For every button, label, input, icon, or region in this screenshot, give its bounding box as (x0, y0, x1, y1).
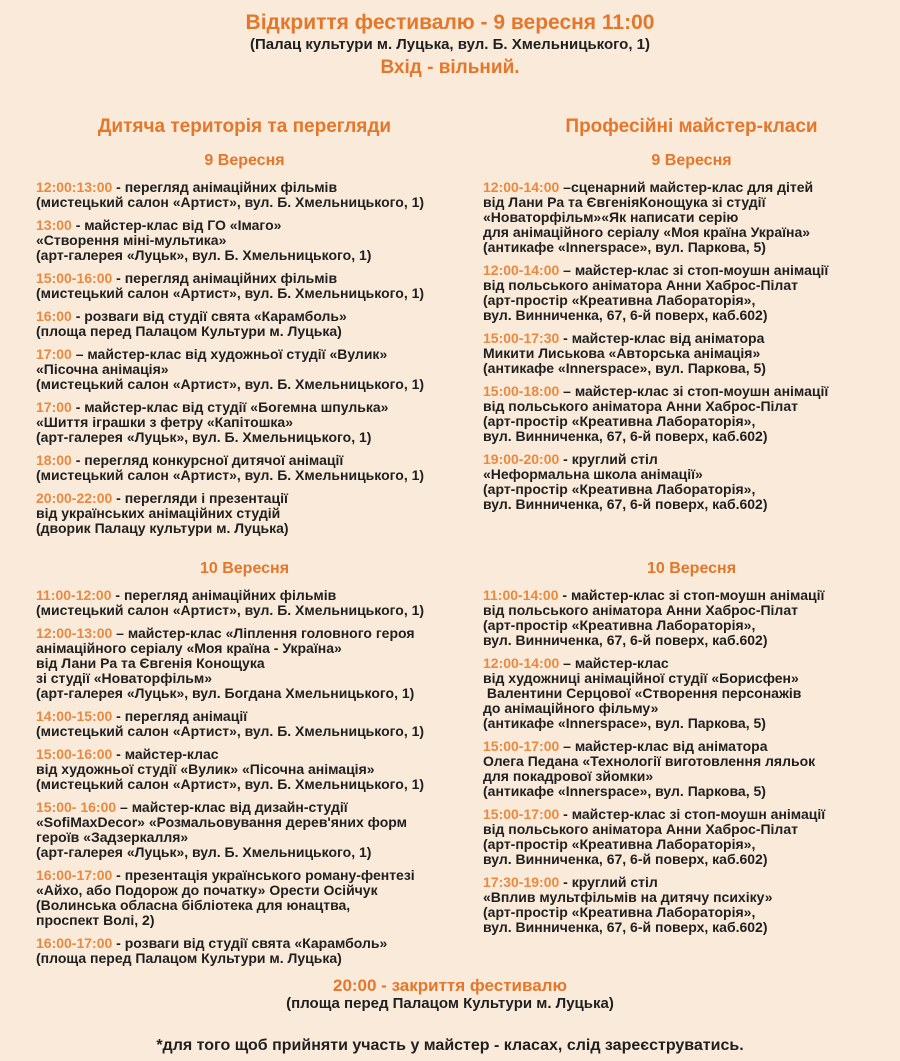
event-first-line (36, 453, 453, 468)
event-time: 11:00-12:00 (36, 587, 112, 603)
event-item (483, 807, 900, 867)
registration-note: *для того щоб прийняти участь у майстер - класах, слід зареєструватись. (156, 1037, 744, 1054)
opening-location: (Палац культури м. Луцька, вул. Б. Хмельницького, 1) (249, 36, 651, 53)
event-time: 12:00-14:00 (483, 262, 560, 278)
event-line: (мистецький салон «Артист», вул. Б. Хмельницького, 1) (36, 776, 425, 792)
event-line: (арт-галерея «Луцьк», вул. Богдана Хмельницького, 1) (36, 685, 415, 701)
event-line: «SofiMaxDecor» «Розмальовування дерев'яних форм (36, 814, 407, 830)
event-time: 11:00-14:00 (483, 587, 559, 603)
event-description: – майстер-клас зі стоп-моушн анімації (559, 383, 829, 399)
event-line: (мистецький салон «Артист», вул. Б. Хмельницького, 1) (36, 602, 425, 618)
section-date-heading: 9 Вересня (651, 152, 732, 169)
event-line: (мистецький салон «Артист», вул. Б. Хмельницького, 1) (36, 376, 425, 392)
event-line: вул. Винниченка, 67, 6-й поверх, каб.602) (483, 307, 768, 323)
event-line: зі студії «Новаторфільм» (36, 670, 212, 686)
event-line: героїв «Задзеркалля» (36, 829, 189, 845)
event-item (36, 936, 453, 966)
event-line: «Вплив мультфільмів на дитячу психіку» (483, 889, 773, 905)
event-first-line (483, 331, 900, 346)
event-line: (арт-простір «Креативна Лабораторія», (483, 413, 756, 429)
event-line: «Неформальна школа анімації» (483, 466, 703, 482)
closing-title: 20:00 - закриття фестивалю (332, 976, 567, 995)
column-professional-workshops (483, 115, 900, 974)
event-description: –сценарний майстер-клас для дітей (559, 179, 814, 195)
event-line: (арт-простір «Креативна Лабораторія», (483, 836, 756, 852)
event-item (36, 626, 453, 701)
event-description: – майстер-клас від аніматора (559, 738, 768, 754)
event-description: - перегляди і презентації (112, 490, 288, 506)
event-description: - майстер-клас зі стоп-моушн анімації (558, 587, 825, 603)
event-line: «Новаторфільм»«Як написати серію (483, 209, 739, 225)
event-description: - майстер-клас від студії «Богемна шпулька» (71, 399, 389, 415)
schedule-columns (0, 115, 900, 974)
section-date-heading: 9 Вересня (204, 152, 285, 169)
event-item (36, 180, 453, 210)
event-description: - перегляд анімаційних фільмів (111, 587, 337, 603)
event-line: (антикафе «Innerspace», вул. Паркова, 5) (483, 715, 766, 731)
event-line: вул. Винниченка, 67, 6-й поверх, каб.602) (483, 851, 768, 867)
event-item (36, 400, 453, 445)
event-description: – майстер-клас (559, 655, 669, 671)
event-time: 16:00-17:00 (36, 935, 113, 951)
event-item (483, 180, 900, 255)
event-line: «Пісочна анімація» (36, 361, 169, 377)
column-title: Професійні майстер-класи (565, 116, 818, 137)
event-first-line (36, 347, 453, 362)
event-line: Олега Педана «Технології виготовлення ляльок (483, 753, 816, 769)
event-line: для анімаційного серіалу «Моя країна Україна» (483, 224, 811, 240)
event-line: (площа перед Палацом Культури м. Луцька) (36, 950, 342, 966)
event-time: 12:00-14:00 (483, 655, 560, 671)
event-first-line (36, 626, 453, 641)
schedule-section (36, 560, 453, 966)
event-item (36, 453, 453, 483)
event-line: вул. Винниченка, 67, 6-й поверх, каб.602) (483, 632, 768, 648)
event-line: анімаційного серіалу «Моя країна - Україна» (36, 640, 342, 656)
event-description: - перегляд анімації (112, 708, 248, 724)
opening-title: Відкриття фестивалю - 9 вересня 11:00 (245, 11, 655, 34)
event-item (36, 271, 453, 301)
event-line: (мистецький салон «Артист», вул. Б. Хмельницького, 1) (36, 194, 425, 210)
event-first-line (36, 709, 453, 724)
festival-footer (0, 976, 900, 1055)
event-item (36, 218, 453, 263)
event-item (36, 309, 453, 339)
event-description: – майстер-клас «Ліплення головного героя (112, 625, 415, 641)
section-date-heading: 10 Вересня (646, 560, 737, 577)
festival-header (0, 0, 900, 79)
event-line: (антикафе «Innerspace», вул. Паркова, 5) (483, 783, 766, 799)
event-line: (арт-галерея «Луцьк», вул. Б. Хмельницького, 1) (36, 247, 372, 263)
event-time: 17:00 (36, 399, 72, 415)
event-first-line (36, 588, 453, 603)
event-first-line (483, 263, 900, 278)
event-first-line (36, 936, 453, 951)
event-first-line (36, 309, 453, 324)
event-time: 17:30-19:00 (483, 874, 560, 890)
event-first-line (36, 180, 453, 195)
event-time: 15:00-17:00 (483, 806, 560, 822)
event-line: «Створення міні-мультика» (36, 232, 227, 248)
event-description: – майстер-клас зі стоп-моушн анімації (559, 262, 829, 278)
event-line: (мистецький салон «Артист», вул. Б. Хмельницького, 1) (36, 285, 425, 301)
event-line: вул. Винниченка, 67, 6-й поверх, каб.602) (483, 428, 768, 444)
event-item (483, 588, 900, 648)
event-time: 15:00-17:30 (483, 330, 560, 346)
event-line: (площа перед Палацом Культури м. Луцька) (36, 323, 342, 339)
schedule-section (483, 152, 900, 560)
event-line: (мистецький салон «Артист», вул. Б. Хмельницького, 1) (36, 723, 425, 739)
event-line: від Лани Ра та Євгенія Конощука (36, 655, 265, 671)
event-time: 12:00:13:00 (36, 179, 113, 195)
event-line: (арт-простір «Креативна Лабораторія», (483, 617, 756, 633)
event-description: - круглий стіл (559, 451, 658, 467)
event-line: вул. Винниченка, 67, 6-й поверх, каб.602) (483, 496, 768, 512)
admission-note: Вхід - вільний. (380, 57, 520, 78)
column-children-zone (36, 115, 453, 974)
event-item (483, 384, 900, 444)
event-description: - майстер-клас від ГО «Імаго» (71, 217, 282, 233)
event-line: від художниці анімаційної студії «Борисфен» (483, 670, 799, 686)
event-item (36, 868, 453, 928)
event-line: вул. Винниченка, 67, 6-й поверх, каб.602) (483, 919, 768, 935)
event-line: (антикафе «Innerspace», вул. Паркова, 5) (483, 360, 766, 376)
event-description: - перегляд анімаційних фільмів (112, 179, 338, 195)
event-time: 12:00-13:00 (36, 625, 113, 641)
event-time: 16:00-17:00 (36, 867, 113, 883)
event-line: Валентини Серцової «Створення персонажів (483, 685, 802, 701)
event-first-line (483, 588, 900, 603)
event-item (483, 875, 900, 935)
event-first-line (483, 807, 900, 822)
event-first-line (36, 868, 453, 883)
event-first-line (36, 218, 453, 233)
event-first-line (483, 180, 900, 195)
event-first-line (36, 400, 453, 415)
event-first-line (483, 452, 900, 467)
event-line: від польського аніматора Анни Хаброс-Пілат (483, 821, 798, 837)
event-first-line (483, 384, 900, 399)
event-line: проспект Волі, 2) (36, 912, 155, 928)
event-line: (арт-галерея «Луцьк», вул. Б. Хмельницького, 1) (36, 844, 372, 860)
event-description: - розваги від студії свята «Карамболь» (112, 935, 388, 951)
event-item (36, 800, 453, 860)
event-item (483, 263, 900, 323)
event-line: (арт-простір «Креативна Лабораторія», (483, 481, 756, 497)
event-first-line (36, 800, 453, 815)
event-time: 18:00 (36, 452, 72, 468)
column-title: Дитяча територія та перегляди (97, 116, 392, 137)
event-line: від Лани Ра та ЄвгеніяКонощука зі студії (483, 194, 766, 210)
event-first-line (483, 739, 900, 754)
event-line: (арт-галерея «Луцьк», вул. Б. Хмельницького, 1) (36, 429, 372, 445)
event-first-line (36, 491, 453, 506)
event-description: - майстер-клас зі стоп-моушн анімації (559, 806, 826, 822)
event-line: (антикафе «Innerspace», вул. Паркова, 5) (483, 239, 766, 255)
event-line: (дворик Палацу культури м. Луцька) (36, 520, 289, 536)
event-line: (мистецький салон «Артист», вул. Б. Хмельницького, 1) (36, 467, 425, 483)
event-line: для покадрової зйомки» (483, 768, 654, 784)
event-line: від польського аніматора Анни Хаброс-Пілат (483, 277, 798, 293)
schedule-section (483, 560, 900, 935)
event-item (483, 739, 900, 799)
event-description: - круглий стіл (559, 874, 658, 890)
event-line: (арт-простір «Креативна Лабораторія», (483, 292, 756, 308)
event-item (483, 331, 900, 376)
event-description: - перегляд конкурсної дитячої анімації (71, 452, 344, 468)
event-description: - презентація українського роману-фентезі (112, 867, 415, 883)
event-first-line (483, 875, 900, 890)
event-line: до анімаційного фільму» (483, 700, 659, 716)
event-line: «Шиття іграшки з фетру «Капітошка» (36, 414, 293, 430)
event-time: 13:00 (36, 217, 72, 233)
event-description: - розваги від студії свята «Карамболь» (71, 308, 347, 324)
event-time: 19:00-20:00 (483, 451, 560, 467)
event-time: 15:00-17:00 (483, 738, 560, 754)
event-line: від художньої студії «Вулик» «Пісочна анімація» (36, 761, 375, 777)
event-first-line (36, 747, 453, 762)
event-description: – майстер-клас від дизайн-студії (116, 799, 348, 815)
event-description: - майстер-клас від аніматора (559, 330, 765, 346)
event-time: 15:00- 16:00 (36, 799, 117, 815)
event-first-line (483, 656, 900, 671)
event-line: Микити Лиськова «Авторська анімація» (483, 345, 761, 361)
section-date-heading: 10 Вересня (199, 560, 290, 577)
event-line: (Волинська обласна бібліотека для юнацтва, (36, 897, 351, 913)
event-item (36, 491, 453, 536)
event-time: 17:00 (36, 346, 72, 362)
event-description: - перегляд анімаційних фільмів (112, 270, 338, 286)
event-time: 15:00-16:00 (36, 746, 113, 762)
event-time: 15:00-18:00 (483, 383, 560, 399)
event-time: 14:00-15:00 (36, 708, 113, 724)
event-item (36, 588, 453, 618)
event-time: 20:00-22:00 (36, 490, 113, 506)
event-line: від українських анімаційних студій (36, 505, 281, 521)
event-item (36, 709, 453, 739)
closing-location: (площа перед Палацом Культури м. Луцька) (286, 995, 614, 1012)
event-item (483, 656, 900, 731)
event-line: від польського аніматора Анни Хаброс-Пілат (483, 398, 798, 414)
event-line: від польського аніматора Анни Хаброс-Пілат (483, 602, 798, 618)
event-first-line (36, 271, 453, 286)
event-time: 16:00 (36, 308, 72, 324)
event-time: 15:00-16:00 (36, 270, 113, 286)
event-time: 12:00-14:00 (483, 179, 560, 195)
event-item (483, 452, 900, 512)
event-item (36, 747, 453, 792)
event-line: «Айхо, або Подорож до початку» Орести Осійчук (36, 882, 378, 898)
schedule-section (36, 152, 453, 560)
event-description: – майстер-клас від художньої студії «Вулик» (71, 346, 388, 362)
event-line: (арт-простір «Креативна Лабораторія», (483, 904, 756, 920)
event-description: - майстер-клас (112, 746, 219, 762)
event-item (36, 347, 453, 392)
